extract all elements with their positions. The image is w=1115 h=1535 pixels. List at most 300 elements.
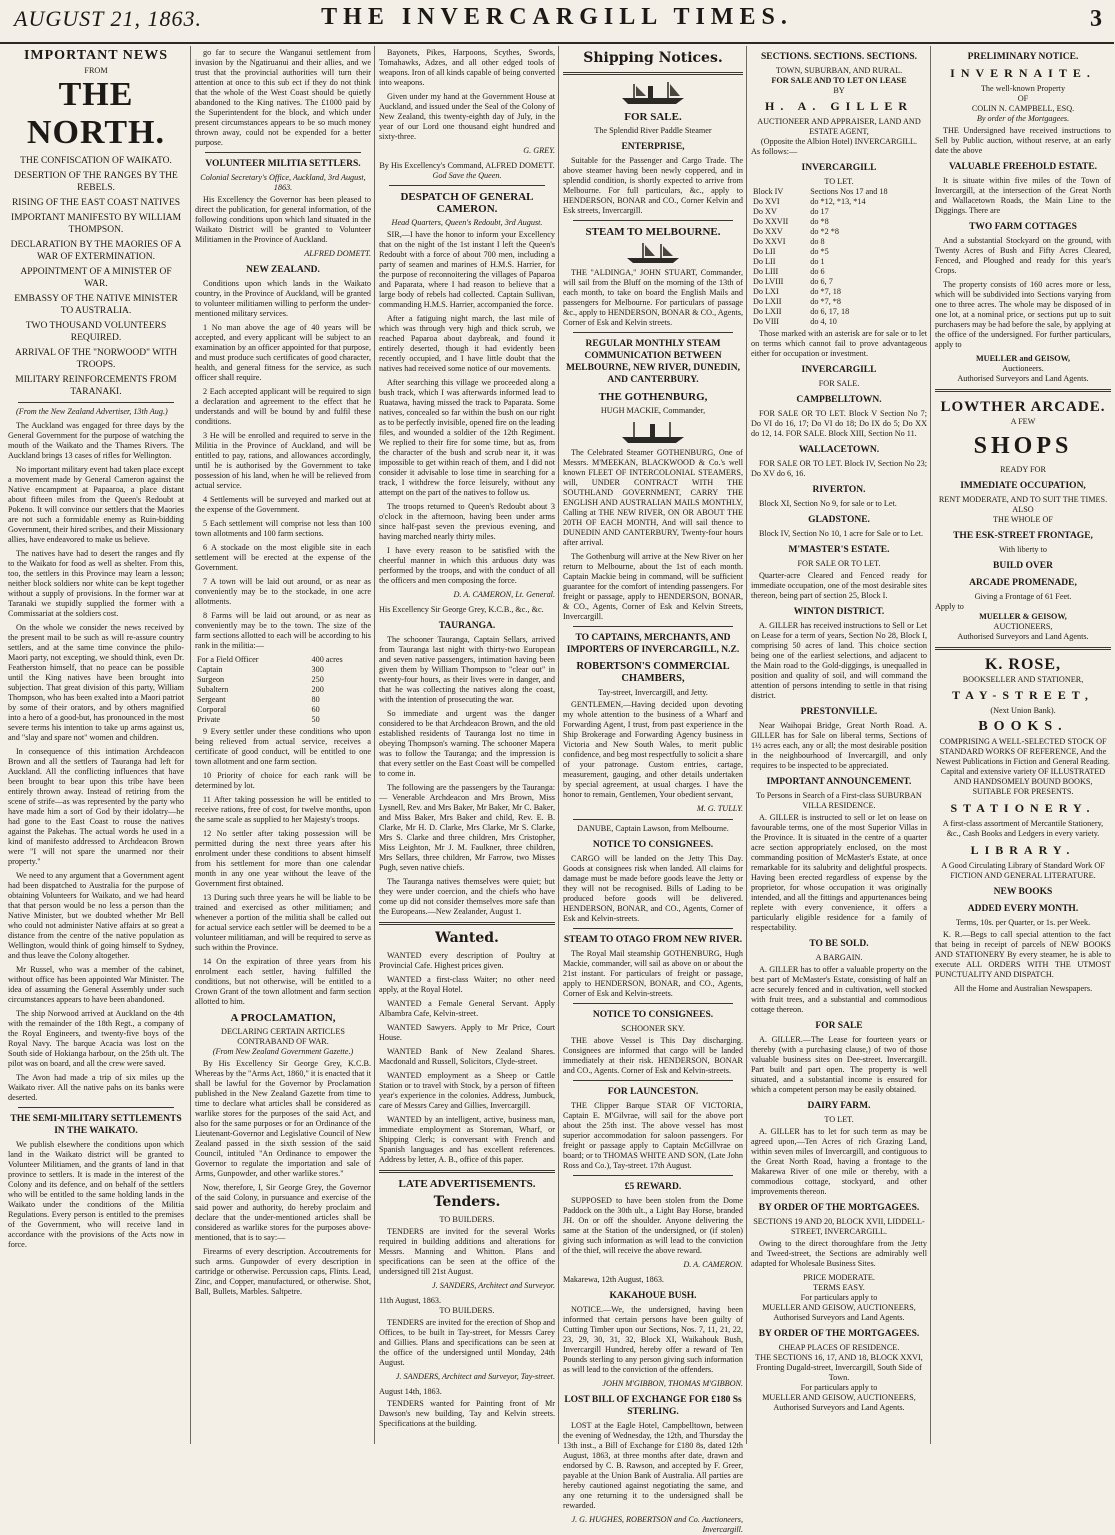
ad-subtitle: The well-known Property: [980, 84, 1066, 93]
ad-title: BY ORDER OF THE MORTGAGEES.: [758, 1329, 920, 1339]
paragraph: We need to any argument that a Government agent had been dispatched to Australia for the purpose of obtaining Volunteers for Waikato, and we had heard that that person would be no less a person than the Native Minister, but we doubted whether Mr Bell who could not administer Native affairs at so great a distance from the centre of the native population as Wellington, would think of going himself to Sydney, and thus leave the Colony altogether.: [8, 871, 184, 960]
ad-subtitle: SECTIONS 19 AND 20, BLOCK XVII, LIDDELL-STREET, INVERCARGILL.: [753, 1217, 925, 1236]
paragraph: In consequence of this intimation Archdeacon Brown and all the settlers of Tauranga had left for Auckland. All the conflicting influences that have been brought to bear upon this tribe have been entirely thrown away. Instead of retiring from the scene of strife—as was represented by the party who have made him a sort of God by their idolatry—he had gone to the East Coast to rouse the natives against the Pakehas. The actual words he used in a kind of manifesto addressed to Archdeacon Brown were "I will not spare the unarmed nor their property.": [8, 747, 184, 866]
rank: Corporal: [197, 705, 227, 714]
divider: [935, 389, 1111, 392]
paragraph: The Avon had made a trip of six miles up the Waikato river. All the native pahs on its banks were deserted.: [8, 1073, 184, 1102]
table-row: [195, 685, 371, 695]
table-row: [195, 705, 371, 715]
addressee: His Excellency Sir George Grey, K.C.B., &c., &c.: [379, 605, 544, 614]
source-line: (From New Zealand Government Gazette.): [212, 1047, 354, 1056]
summary-item: MILITARY REINFORCEMENTS FROM TARANAKI.: [15, 375, 177, 397]
town-heading: INVERCARGILL: [801, 163, 877, 173]
from-label: FROM: [84, 66, 108, 75]
block: Block IV: [753, 187, 784, 196]
table-row: [195, 695, 371, 705]
paragraph: After searching this village we proceeded along a bush track, which I was afterwards informed lead to Ruatawa, having missed the track to Paparata. Some natives, concealed so far within the bush on our right as to be perfectly invisible, opened fire on the leading files, and wounded a soldier of the 12th Regiment. We replied to their fire for some time, but as, from the character of the bush and scrub near it, it was impossible to get within reach of them, and I did not consider it advisable to lose time in searching for a track, I withdrew the force leisurely, without any attempt on the part of the natives to follow us.: [379, 378, 555, 497]
tender-ad: TENDERS are invited for the erection of Shop and Offices, to be built in Tay-street, for Messrs Carey and Gillies. Plans and specifications can be seen at the office of the undersigned until Monday, 24th August.: [379, 1318, 555, 1367]
table-row: [195, 655, 371, 665]
signature: J. SANDERS, Architect and Surveyor, Tay-street.: [395, 1372, 555, 1381]
paragraph: After a fatiguing night march, the last mile of which was through very high and thick scrub, we reached Paparoa about daybreak, and found it entirely deserted, though it had evidently been recently occupied, and I have little doubt that the natives had received some notice of our movements.: [379, 314, 555, 373]
ad-title: FOR LAUNCESTON.: [607, 1087, 699, 1097]
ad-text: Suitable for the Passenger and Cargo Trade. The above steamer having been newly coppered, and in splendid condition, is shortly expected to arrive from Melbourne. For full particulars, &c., apply to HENDERSON, BONAR and CO., Corner Kelvin and Esk streets, Invercargill.: [563, 156, 743, 215]
column-shipping: [558, 46, 747, 1534]
paragraph: Quarter-acre Cleared and Fenced ready for immediate occupation, one of the most desirable sites thereon, being part of section 25, Block I.: [751, 571, 927, 600]
ad-subtitle: ADDED EVERY MONTH.: [967, 904, 1079, 914]
lowther-heading: LOWTHER ARCADE.: [940, 399, 1106, 415]
agent-name: MUELLER and GEISOW,: [975, 354, 1071, 363]
page-number: 3: [1090, 6, 1102, 32]
late-ads-heading: LATE ADVERTISEMENTS.: [398, 1178, 536, 1190]
ad-title: FOR SALE: [815, 1021, 863, 1031]
town-heading: PRESTONVILLE.: [800, 707, 878, 717]
summary-item: DECLARATION BY THE MAORIES OF A WAR OF EXTERMINATION.: [10, 240, 182, 262]
rule-item: 13 During such three years he will be liable to be trained and exercised as other militiamen; and whenever a portion of the militia shall be called out for actual service each settler will be deemed to be a volunteer militiaman, and will be required to serve as such within the Province.: [195, 893, 371, 952]
ad-subtitle: TWO FARM COTTAGES: [969, 222, 1077, 232]
ad-title: BY ORDER OF THE MORTGAGEES.: [758, 1203, 920, 1213]
books-heading: BOOKS.: [978, 719, 1068, 734]
section-heading: NEW ZEALAND.: [246, 265, 320, 275]
tender-ad: TENDERS wanted for Painting front of Mr Dawson's new building, Tay and Kelvin streets. Specifications at the building.: [379, 1399, 555, 1428]
paragraph: The schooner Tauranga, Captain Sellars, arrived from Tauranga last night with thirty-two European and seven native passengers, intimation having been given them by William Thompson to "clear out" in twenty-four hours, as their lives were in danger, and that he was collecting the natives along the coast, with the intention of prosecuting the war.: [379, 635, 555, 704]
block: Do XV: [753, 207, 777, 216]
wanted-ad: WANTED a first-class Waiter; no other need apply, at the Royal Hotel.: [379, 975, 555, 994]
table-row: [751, 237, 927, 247]
ad-text: NOTICE.—We, the undersigned, having been informed that certain persons have been guilty of Cutting Timber upon our Sections, Nos. 7, 11, 21, 22, 23, 29, 30, 31, 32, Block XI, Waikahouk Bush, Invercargill Hundred, hereby offer a reward of Ten Pounds sterling to any person giving such information as will lead to the conviction of the offenders.: [563, 1305, 743, 1374]
signature: G. GREY.: [523, 146, 555, 155]
acres: 60: [311, 705, 320, 714]
table-row: [751, 267, 927, 277]
ad-text: A Good Circulating Library of Standard Work OF FICTION AND GENERAL LITERATURE.: [941, 861, 1105, 880]
ad-title: REGULAR MONTHLY STEAM COMMUNICATION BETWEEN MELBOURNE, NEW RIVER, DUNEDIN, AND CANTERBURY.: [565, 339, 740, 385]
divider: [573, 819, 733, 820]
subheading: FOR SALE OR TO LET.: [797, 559, 881, 568]
steamer-icon: [618, 80, 688, 106]
paragraph: Block IV, Section No 10, 1 acre for Sale or to Let.: [759, 529, 924, 538]
divider: [205, 152, 361, 153]
wanted-ad: WANTED Sawyers. Apply to Mr Price, Court House.: [379, 1023, 555, 1042]
god-save-queen: God Save the Queen.: [432, 171, 502, 180]
ad-subtitle: TOWN, SUBURBAN, AND RURAL.: [775, 66, 903, 75]
divider: [563, 72, 743, 75]
town-heading: M'MASTER'S ESTATE.: [788, 545, 890, 555]
divider: [379, 1170, 555, 1173]
rule-item: 11 After taking possession he will be entitled to receive rations, free of cost, for twelve months, upon the same scale as supplied to her Majesty's troops.: [195, 795, 371, 824]
acres: 80: [311, 695, 320, 704]
ad-title: IMPORTANT ANNOUNCEMENT.: [766, 777, 912, 787]
rule-item: 4 Settlements will be surveyed and marked out at the expense of the Government.: [195, 495, 371, 514]
ad-text: LOST at the Eagle Hotel, Campbelltown, between the evening of Wednesday, the 12th, and Thursday the 13th inst., a Bill of Exchange for £180 8s, dated 12th August, 1863, at three months after date, drawn and endorsed by C. B. Rawson, and accepted by F. Greer, payable at the Union Bank of Australia. All parties are hereby cautioned against negotiating the same, and any one returning it to the undersigned shall be rewarded.: [563, 1421, 743, 1510]
dateline: 11th August, 1863.: [379, 1296, 442, 1305]
subheading: FOR SALE.: [818, 379, 860, 388]
block: Do VIII: [753, 317, 779, 326]
table-row: [751, 317, 927, 327]
agent-role: Authorised Surveyors and Land Agents.: [957, 374, 1089, 383]
agent-name: MUELLER AND GEISOW, AUCTIONEERS, Authorised Surveyors and Land Agents.: [762, 1303, 916, 1322]
sections: do 17: [810, 207, 829, 216]
ad-text: With liberty to: [999, 545, 1047, 554]
paragraph: go far to secure the Wanganui settlement from invasion by the Ngatiruanui and their allies, and we trust that the provincial authorities will turn their attention at once to this sub ect if they do not think that the whole of the West Coast should be quietly abandoned to the King natives. The £1000 paid by the Superintendent for the block, and which under present circumstances appears to be so much money thrown away, could not be expended for a better purpose.: [195, 48, 371, 147]
paragraph: A. GILLER has received instructions to Sell or Let on Lease for a term of years, Section No 28, Block I, comprising 50 acres of land. This choice section being one of the earliest selections, and adjacent to the Main road to the Gold-diggings, is unequalled in position and quality of soil, and will command the attention of persons intending to settle in that rising district.: [751, 621, 927, 700]
ad-title: STEAM TO MELBOURNE.: [585, 226, 721, 238]
column-despatch: [374, 46, 559, 1444]
newspaper-title: THE INVERCARGILL TIMES.: [321, 4, 793, 30]
bookseller-role: BOOKSELLER AND STATIONER,: [962, 675, 1084, 684]
rule-item: 7 A town will be laid out around, or as near as conveniently may be to the stockade, in one acre allotments.: [195, 577, 371, 606]
rule-item: 2 Each accepted applicant will be required to sign a declaration and agreement to the effect that he understands and will be bound by and fulfil these conditions.: [195, 387, 371, 426]
acres: 300: [311, 665, 324, 674]
sections: do *12, *13, *14: [810, 197, 866, 206]
price-note: PRICE MODERATE.: [803, 1273, 875, 1282]
ad-title: DANUBE, Captain Lawson, from Melbourne.: [577, 824, 729, 833]
paragraph: A. GILLER is instructed to sell or let on lease on favourable terms, one of the most Superior Villas in the Province. It is situated in the centre of a quarter acre section appropriately enclosed, on the most commanding position of McMaster's Estate, at once remarkable for its salubrity and delightful prospects. Having been erected regardless of expense by the proprietor, for whose occupation it was originally intended, and all the fittings and appurtenances being replete with every convenience, it offers a particularly eligible residence for a family of respectability.: [751, 813, 927, 932]
section-heading: A PROCLAMATION,: [230, 1012, 336, 1024]
ad-title: LOST BILL OF EXCHANGE FOR £180 Ss STERLING.: [564, 1395, 742, 1417]
paragraph: A. GILLER has to offer a valuable property on the best part of McMaster's Estate, consisting of half an acre securely fenced and in cultivation, well stocked with fruit trees, and a substantial and commodious cottage thereon.: [751, 965, 927, 1014]
column-land-sales: [746, 46, 931, 1444]
ad-text: THE WHOLE OF: [993, 515, 1053, 524]
town-heading: WALLACETOWN.: [798, 445, 880, 455]
paragraph: FOR SALE OR TO LET. Block V Section No 7; Do VI do 16, 17; Do VI do 18; Do IX do 5; Do XX do 12, 14. FOR SALE. Block XIII, Section No 11.: [751, 409, 927, 438]
paragraph: A. GILLER has to let for such term as may be agreed upon,—Ten Acres of rich Grazing Land, within seven miles of Invercargill, and contiguous to the Great North Road, having a frontage to the Makarewa River of one mile or thereby, with a commodious cottage, stockyard, and other improvements thereon.: [751, 1127, 927, 1196]
agent-name: MUELLER AND GEISOW, AUCTIONEERS, Authorised Surveyors and Land Agents.: [762, 1393, 916, 1412]
ad-subtitle: THE ESK-STREET FRONTAGE,: [953, 531, 1093, 541]
wanted-ad: WANTED employment as a Sheep or Cattle Station or to travel with Stock, by a person of fifteen year's experience in the colonies. Address, Jumbuck, care of Messrs Carey and Gillies, Invercargill.: [379, 1071, 555, 1110]
paragraph: Owing to the direct thoroughfare from the Jetty and Tweed-street, the Sections are admirably well adapted for Wholesale Business Sites.: [751, 1239, 927, 1268]
sections: do *7, 18: [810, 287, 841, 296]
table-row: [751, 207, 927, 217]
rule-item: 14 On the expiration of three years from his enrolment each settler, having fulfilled the conditions, but not otherwise, will be entitled to a Crown Grant of the town allotment and farm section allotted to him.: [195, 957, 371, 1006]
ad-text: All the Home and Australian Newspapers.: [953, 984, 1093, 993]
subheading: TO LET.: [824, 177, 854, 186]
summary-item: ARRIVAL OF THE "NORWOOD" WITH TROOPS.: [14, 348, 178, 370]
divider: [573, 1003, 733, 1004]
block: Do LXII: [753, 297, 782, 306]
town-heading: GLADSTONE.: [808, 515, 870, 525]
shops-heading: SHOPS: [973, 433, 1073, 459]
table-row: [751, 247, 927, 257]
sections: do *8: [810, 217, 829, 226]
subheading: TO BUILDERS.: [439, 1215, 495, 1224]
rule-item: 5 Each settlement will comprise not less than 100 town allotments and 100 farm sections.: [195, 519, 371, 538]
paragraph: Near Waihopai Bridge, Great North Road. A. GILLER has for Sale on liberal terms, Sections of 1½ acres each, any or all; the most desirable position in the neighbourhood of Invercargill, and only requires to be inspected to be appreciated.: [751, 721, 927, 770]
ad-subtitle: To Persons in Search of a First-class SUBURBAN VILLA RESIDENCE.: [756, 791, 922, 810]
owner-name: COLIN N. CAMPBELL, ESQ.: [971, 104, 1075, 113]
rank: Surgeon: [197, 675, 225, 684]
rule-item: 10 Priority of choice for each rank will be determined by lot.: [195, 771, 371, 790]
table-row: [751, 277, 927, 287]
rank: Sergeant: [197, 695, 226, 704]
acres: 250: [311, 675, 324, 684]
ad-subtitle: IMMEDIATE OCCUPATION,: [960, 481, 1086, 491]
source-line: (From the New Zealand Advertiser, 13th Aug.): [16, 407, 168, 416]
divider: [573, 928, 733, 929]
acres: 50: [311, 715, 320, 724]
vessel-name: ENTERPRISE,: [621, 142, 685, 152]
ad-text: THE Clipper Barque STAR OF VICTORIA, Captain E. M'Gilvrae, will sail for the above port about the 25th inst. The above vessel has most superior accommodation for saloon passengers. For freight or passage apply to Captain McGillvrae on board; or to THOMAS WHITE AND SON, (Late John Ross and Co.), Tay-street. 17th August.: [563, 1101, 743, 1170]
block: Do LVIII: [753, 277, 784, 286]
stationery-heading: STATIONERY.: [950, 801, 1096, 815]
paragraph: The Auckland was engaged for three days by the General Government for the purpose of watching the mouth of the Waikato and the Thames Rivers. The Auckland brings 13 cases of rifles for Wellington.: [8, 421, 184, 460]
table-row: [751, 307, 927, 317]
divider: [935, 647, 1111, 650]
ad-text: K. R.—Begs to call special attention to the fact that being in receipt of parcels of NEW BOOKS AND STATIONERY By every steamer, he is able to execute ALL ORDERS WITH THE UTMOST PUNCTUALITY AND DISPATCH.: [935, 930, 1111, 979]
paragraph: And a substantial Stockyard on the ground, with Twenty Acres of Bush and Fifty Acres Cleared, Fenced, and Ploughed and ready for this year's Crops.: [935, 236, 1111, 275]
ad-subtitle: CHEAP PLACES OF RESIDENCE.: [778, 1343, 900, 1352]
ad-subtitle: FOR SALE AND TO LET ON LEASE: [771, 76, 907, 85]
paragraph: We publish elsewhere the conditions upon which land in the Waikato district will be granted to Volunteer Militiamen, and the grants of land in that province to settlers. It is made in the interest of the Colony and its defence, and on behalf of the settlers who will be entitled to the same holding lands in the Waikato under the conditions of the Militia Regulations. Every person is entitled to the premises of the Government, who will receive land in accordance with the provisions of the Acts now in force.: [8, 1140, 184, 1249]
agent-role: Auctioneers.: [1002, 364, 1044, 373]
subheading: DECLARING CERTAIN ARTICLES CONTRABAND OF WAR.: [221, 1027, 345, 1046]
sections: do *5: [810, 247, 829, 256]
by-order: By order of the Mortgagees.: [976, 114, 1070, 123]
ad-title: SECTIONS. SECTIONS. SECTIONS.: [760, 52, 918, 62]
sections: do 6, 17, 18: [810, 307, 850, 316]
block: Do LXII: [753, 307, 782, 316]
paragraph: Block XI, Section No 9, for sale or to Let.: [759, 499, 897, 508]
ad-subtitle: TO LET.: [824, 1115, 854, 1124]
dateline: Makarewa, 12th August, 1863.: [563, 1275, 664, 1284]
summary-item: TWO THOUSAND VOLUNTEERS REQUIRED.: [25, 321, 167, 343]
kicker: IMPORTANT NEWS: [23, 48, 169, 63]
summary-item: EMBASSY OF THE NATIVE MINISTER TO AUSTRALIA.: [14, 294, 178, 316]
section-heading: TAURANGA.: [438, 621, 496, 631]
sections: do 6: [810, 267, 825, 276]
paragraph: A. GILLER.—The Lease for fourteen years or thereby (with a purchasing clause,) of two of those valuable business sites on Dee-street. Invercargill. Part built and part open. The property is well situated, and a substantial income is ensured for which a competent person may be easily obtained.: [751, 1035, 927, 1094]
paragraph: On the whole we consider the news received by the present mail to be such as will re-assure country settlers, and at the same time convince the philo-Maori party, not excepting, we should think, even Dr. Featherston himself, that no peace can be possible until the King natives have been brought into subjection. That great division of this party, William Thompson, who has been exalted into a Maori patriot by some of their orators, and by others magnified into a hero of a good-but, has pronounced in the most severe terms his intention to take up arms against us, and "slay and spare not" women and children.: [8, 623, 184, 742]
wanted-heading: Wanted.: [435, 930, 499, 946]
headline: THE NORTH.: [27, 76, 165, 151]
block: Do XXVII: [753, 217, 789, 226]
dateline: Colonial Secretary's Office, Auckland, 3rd August, 1863.: [200, 173, 366, 192]
library-heading: LIBRARY.: [970, 843, 1076, 857]
ad-title: STEAM TO OTAGO FROM NEW RIVER.: [563, 935, 743, 945]
signature: D. A. CAMERON, Lt. General.: [453, 590, 555, 599]
divider: [573, 1080, 733, 1081]
rule-item: 1 No man above the age of 40 years will be accepted, and every applicant will be subject to an examination by an officer appointed for that purpose, and must produce such certificates of good character, health, and general fitness for the service, as such officer shall require.: [195, 323, 371, 382]
ad-text: Giving a Frontage of 61 Feet.: [974, 592, 1072, 601]
auctioneer-name: H. A. GILLER: [764, 99, 914, 113]
paragraph: I have every reason to be satisfied with the cheerful manner in which this arduous duty was performed by the troops, and with the conduct of all the officers and men composing the force.: [379, 546, 555, 585]
summary-item: APPOINTMENT OF A MINISTER OF WAR.: [20, 267, 172, 289]
command-line: By His Excellency's Command, ALFRED DOMETT.: [379, 161, 555, 170]
summary-item: RISING OF THE EAST COAST NATIVES: [11, 198, 181, 208]
agent-role: AUCTIONEERS,: [993, 622, 1053, 631]
sections: do 6, 7: [810, 277, 833, 286]
terms-note: TERMS EASY.: [813, 1283, 865, 1292]
ad-subtitle: NOTICE TO CONSIGNEES.: [592, 1010, 714, 1020]
sections: do *2 *8: [810, 227, 839, 236]
subheading: THE SEMI-MILITARY SETTLEMENTS IN THE WAIKATO.: [10, 1114, 182, 1136]
ad-title: PRELIMINARY NOTICE.: [967, 52, 1079, 62]
ad-text: SUPPOSED to have been stolen from the Dome Paddock on the 30th ult., a Light Bay Horse, branded JH. On or off the shoulder. Anyone delivering the same at the Station of the undersigned, or (if stolen) giving such information as will lead to the conviction of the thief, will receive the above reward.: [563, 1196, 743, 1255]
table-row: [751, 217, 927, 227]
paragraph: It is situate within five miles of the Town of Invercargill, at the intersection of the Great North and Wallacetown Roads, the Main Line to the Diggings. There are: [935, 176, 1111, 215]
rank: For a Field Officer: [197, 655, 259, 664]
of-label: OF: [1017, 94, 1029, 103]
apply-label: Apply to: [935, 602, 964, 611]
terms-note: Terms, 10s. per Quarter, or 1s. per Week.: [955, 918, 1091, 927]
ad-text: READY FOR: [1000, 465, 1046, 474]
bookseller-name: K. ROSE,: [984, 656, 1061, 673]
summary-item: IMPORTANT MANIFESTO BY WILLIAM THOMPSON.: [10, 213, 182, 235]
ad-title: TO BE SOLD.: [809, 939, 869, 949]
paragraph: Given under my hand at the Government House at Auckland, and issued under the Seal of the Colony of New Zealand, this twenty-eighth day of July, in the year of our Lord one thousand eight hundred and sixty-three.: [379, 92, 555, 141]
apply-label: For particulars apply to: [800, 1383, 878, 1392]
paragraph: FOR SALE OR TO LET. Block IV, Section No 23; Do XV do 6, 16.: [751, 459, 927, 478]
ad-text: GENTLEMEN,—Having decided upon devoting my whole attention to the business of a Wharf and Forwarding Agent, I trust, from past experience in the Ship Brokerage and Forwarding Agency business in Victoria and New South Wales, to merit public confidence, and beg most respectfully to solicit a share of your patronage. Custom entries, cartage, measurement, gauging, and other details undertaken by special agreement, at usual charges. I have the honor to remain, Gentlemen, Your obedient servant,: [563, 700, 743, 799]
ad-text: ALSO: [1012, 505, 1034, 514]
agent-name: MUELLER & GEISOW,: [979, 612, 1067, 621]
tender-ad: TENDERS are invited for the several Works required in building additions and alterations for Messrs. Manning and Whitton. Plans and specifications can be seen at the office of the undersigned till 21st August.: [379, 1227, 555, 1276]
rank: Subaltern: [197, 685, 229, 694]
block: Do LII: [753, 257, 776, 266]
table-row: [751, 297, 927, 307]
wanted-ad: WANTED a Female General Servant. Apply Albambra Cafe, Kelvin-street.: [379, 999, 555, 1018]
as-follows: As follows:—: [751, 147, 798, 156]
agent-role: Authorised Surveyors and Land Agents.: [957, 632, 1089, 641]
paragraph: Bayonets, Pikes, Harpoons, Scythes, Swords, Tomahawks, Adzes, and all other edged tools of weapons. Iron of all kinds capable of being converted into weapons.: [379, 48, 555, 87]
tenders-heading: Tenders.: [433, 1194, 501, 1210]
ad-title: SCHOONER SKY.: [621, 1024, 685, 1033]
section-heading: VOLUNTEER MILITIA SETTLERS.: [205, 159, 361, 169]
divider: [573, 1175, 733, 1176]
signature: M. G. TULLY.: [696, 804, 743, 813]
block: Do LII: [753, 247, 776, 256]
divider: [389, 185, 545, 186]
ad-title: FOR SALE.: [624, 111, 682, 123]
block: Do XXVI: [753, 237, 786, 246]
block: Do XXV: [753, 227, 783, 236]
rule-item: 6 A stockade on the most eligible site in each settlement will be erected at the expense of the Government.: [195, 543, 371, 572]
column-news-north: [8, 46, 188, 1444]
signature: D. A. CAMERON.: [683, 1260, 743, 1269]
rank: Captain: [197, 665, 223, 674]
ad-subtitle: THE SECTIONS 16, 17, AND 18, BLOCK XXVI, Fronting Dugald-street, Invercargill, South Side of Town.: [755, 1353, 923, 1382]
town-heading: RIVERTON.: [812, 485, 866, 495]
table-row: [751, 257, 927, 267]
paragraph: THE Undersigned have received instructions to Sell by Public auction, without reserve, at an early date the above: [935, 126, 1111, 155]
sections: Sections Nos 17 and 18: [810, 187, 888, 196]
paragraph: SIR,—I have the honor to inform your Excellency that on the night of the 1st instant I left the Queen's Redoubt with a force of about 700 men, including a party of seamen and marines of H.M.S. Harrier, for the purpose of reconnoitering the villages of Paparoa and Paparata, where I had reason to believe that a large body of rebels had collected. Captain Sullivan, commanding H.M.S. Harrier, accompanied the force.: [379, 230, 555, 309]
ad-text: RENT MODERATE, AND TO SUIT THE TIMES.: [938, 495, 1108, 504]
paragraph: The troops returned to Queen's Redoubt about 3 o'clock in the afternoon, having been under arms since half-past seven the previous evening, and having marched nearly thirty miles.: [379, 502, 555, 541]
vessel-name: THE GOTHENBURG,: [598, 391, 708, 403]
address: Tay-street, Invercargill, and Jetty.: [598, 688, 708, 697]
ad-subtitle: VALUABLE FREEHOLD ESTATE.: [948, 162, 1098, 172]
masthead: [0, 0, 1114, 44]
ad-subtitle: A BARGAIN.: [815, 953, 863, 962]
paragraph: Firearms of every description. Accoutrements for such arms. Gunpowder of every description in cartridge or otherwise. Percussion caps, Flints. Lead, Zinc, and Copper, manufactured, or otherwise. Shot, Ball, Bullets, Marbles. Saltpetre.: [195, 1247, 371, 1296]
town-heading: WINTON DISTRICT.: [793, 607, 885, 617]
paragraph: By His Excellency Sir George Grey, K.C.B. Whereas by the "Arms Act, 1860," it is enacted that it shall be lawful for the Governor by Proclamation published in the New Zealand Gazette from time to time to declare what articles shall be considered as warlike stores for the purposes of the said Act, and also for the same purposes or for an Ordinance of the Lieutenant-Governor and Legislative Council of New Zealand passed in the sixth session of the said Council, intituled "An Ordinance to empower the Governor to regulate the importation and sale of Arms, Gunpowder, and other warlike stores.": [195, 1059, 371, 1178]
ad-title: £5 REWARD.: [624, 1182, 682, 1192]
section-heading: DESPATCH OF GENERAL CAMERON.: [400, 191, 534, 215]
paragraph: The natives have had to desert the ranges and fly to the Waikato for food as well as shelter. From this, too, the settlers in this Province may learn a lesson; neither block soldiers nor white can be kept together without a supply of provisions. In the former war at Taranaki we stupidly supplied the former with a Commissariat at the soldiers cost.: [8, 549, 184, 618]
ad-text: The Celebrated Steamer GOTHENBURG, One of Messrs. M'MEEKAN, BLACKWOOD & Co.'s well known FLEET OF INTERCOLONIAL STEAMERS, will, UNDER CONTRACT WITH THE SOUTHLAND GOVERNMENT, CARRY THE ENGLISH AND AUSTRALIAN MAILS MONTHLY, Calling at THE NEW RIVER, ON OR ABOUT THE 20TH OF EACH MONTH, And will sail thence to DUNEDIN AND CANTERBURY, Twenty-four hours after arrival.: [563, 448, 743, 547]
shipping-heading: Shipping Notices.: [583, 50, 723, 66]
paragraph: The ship Norwood arrived at Auckland on the 4th with the remainder of the 18th Regt., a company of the Royal Engineers, and twenty-five boys of the Royal Navy. The barque Acacia was lost on the South side of Hokianga harbour, on the 25th ult. The pilot was on board, and all the crew were saved.: [8, 1009, 184, 1068]
paragraph: The property consists of 160 acres more or less, which will be subdivided into Sections varying from one to three acres. The whole may be disposed of in one lot, at a nominal price, or sections put up to suit purchasers may be had before the sale, by applying at the office of the undersigned. For further particulars, apply to: [935, 280, 1111, 349]
ad-title: DAIRY FARM.: [807, 1101, 871, 1111]
by-label: BY: [833, 86, 845, 95]
signature: JOHN M'GIBBON, THOMAS M'GIBBON.: [602, 1379, 743, 1388]
column-arcade-books: [930, 46, 1115, 1444]
table-row: [195, 665, 371, 675]
divider: [379, 922, 555, 925]
sections: do *7, *8: [810, 297, 841, 306]
signature: J. G. HUGHES, ROBERTSON and Co. Auctioneers, Invercargill.: [571, 1515, 743, 1534]
ad-subtitle: The Splendid River Paddle Steamer: [594, 126, 712, 135]
auctioneer-role: AUCTIONEER AND APPRAISER, LAND AND ESTATE AGENT,: [757, 117, 921, 136]
apply-label: For particulars apply to: [800, 1293, 878, 1302]
divider: [573, 220, 733, 221]
ad-text: THE above Vessel is This Day discharging. Consignees are informed that cargo will be landed immediately at their risk. HENDERSON, BONAR and CO., Agents. Corner of Esk and Kelvin-streets.: [563, 1036, 743, 1075]
divider: [18, 1107, 174, 1108]
rule-item: 8 Farms will be laid out around, or as near as conveniently may be to the town. The size of the farm sections allotted to each will be according to his rank in the militia:—: [195, 611, 371, 650]
ad-text: COMPRISING A WELL-SELECTED STOCK OF STANDARD WORKS OF REFERENCE, And the Newest Publications in Fiction and General Reading. Capital and extensive variety OF ILLUSTRATED AND HANDSOMELY BOUND BOOKS, SUITABLE FOR PRESENTS.: [936, 737, 1110, 796]
ad-subtitle: NEW BOOKS: [993, 887, 1053, 897]
rule-item: 12 No settler after taking possession will be permitted during the next three years after his enrolment under these conditions to absent himself from his settlement for more than one calendar month in any one year without the leave of the Government first obtained.: [195, 829, 371, 888]
paragraph: The following are the passengers by the Tauranga:— Venerable Archdeacon and Mrs Brown, Miss Lysnell, Rev. and Mrs Baker, Mr Baker, Mr C. Baker, and Miss Baker, Mrs Baker and child, Rev. E. B. Clarke, Mr H. D. Clarke, Mrs Clarke, Mr S. Clarke, Mrs S. Clarke and three children, Mrs Cristopher, Miss Leighton, Mr J. M. Faulkner, three children, Mrs Sellars, three children, Mr Farrow, two Misses Pugh, seven native chiefs.: [379, 783, 555, 872]
issue-date: AUGUST 21, 1863.: [14, 6, 202, 31]
ad-title: TO CAPTAINS, MERCHANTS, AND IMPORTERS OF INVERCARGILL, N.Z.: [566, 633, 740, 655]
town-heading: INVERCARGILL: [801, 365, 877, 375]
paragraph: The Tauranga natives themselves were quiet; but they were under coercion, and the chiefs who have come up did not consider themselves more safe than the Europeans.—New Zealander, August 1.: [379, 877, 555, 916]
rank: Private: [197, 715, 221, 724]
rule-item: 9 Every settler under these conditions who upon being relieved from actual service, receives a certificate of good conduct, will be entitled to one town allotment and one farm section.: [195, 727, 371, 766]
summary-item: DESERTION OF THE RANGES BY THE REBELS.: [14, 171, 178, 193]
estate-name: INVERNAITE.: [950, 66, 1096, 80]
summary-item: THE CONFISCATION OF WAIKATO.: [20, 156, 172, 166]
address: (Opposite the Albion Hotel) INVERCARGILL.: [760, 137, 918, 146]
ad-text: A FEW: [1010, 417, 1036, 426]
street: TAY-STREET,: [952, 688, 1094, 702]
sections: do 8: [810, 237, 825, 246]
steamer-icon: [618, 419, 688, 445]
ad-subtitle: NOTICE TO CONSIGNEES.: [592, 840, 714, 850]
table-row: [195, 715, 371, 725]
dateline: Head Quarters, Queen's Redoubt, 3rd August.: [391, 218, 543, 227]
newspaper-columns: [8, 46, 1111, 1534]
ad-title: KAKAHOUE BUSH.: [609, 1291, 697, 1301]
ad-subtitle: ROBERTSON'S COMMERCIAL CHAMBERS,: [576, 661, 730, 684]
dateline: August 14th, 1863.: [379, 1387, 442, 1396]
column-militia: [190, 46, 375, 1444]
paragraph: Mr Russel, who was a member of the cabinet, without office has been appointed War Minister. The idea of assuming the General Assembly under such circumstances appears to have been abandoned.: [8, 965, 184, 1004]
address: (Next Union Bank).: [990, 706, 1056, 715]
ad-text: The Gothenburg will arrive at the New River on her return to Melbourne, about the 1st of each month. Captain Mackie being in command, will be sufficient guarantee for the comfort of intending passengers. For freight or passage, apply to HENDERSON, BONAR, & CO., Agents, Corner of Esk and Kelvin Streets, Invercargill.: [563, 552, 743, 621]
ad-text: The Royal Mail steamship GOTHENBURG, Hugh Mackie, commander, will sail as above on or about the 21st instant. For particulars of freight or passage, apply to HENDERSON, BONAR, and CO., Agents, Corner of Esk and Kelvin-streets.: [563, 949, 743, 998]
paragraph: Those marked with an asterisk are for sale or to let on terms which cannot fail to prove advantageous either for occupation or investment.: [751, 329, 927, 358]
signature: J. SANDERS, Architect and Surveyor.: [431, 1281, 555, 1290]
paragraph: So immediate and urgent was the danger considered to be that Archdeacon Brown, and the old established residents of Tauranga lost no time in obeying Thompson's warning. The schooner Mapera was to follow the Tauranga; and the impression is that every settler on the East Coast will be compelled to come in.: [379, 709, 555, 778]
commander: HUGH MACKIE, Commander,: [600, 406, 706, 415]
ad-text: A first-class assortment of Mercantile Stationery, &c., Cash Books and Ledgers in every variety.: [942, 819, 1104, 838]
wanted-ad: WANTED Bank of New Zealand Shares. Macdonald and Russell, Solicitors, Clyde-street.: [379, 1047, 555, 1066]
paragraph: His Excellency the Governor has been pleased to direct the publication, for general information, of the following conditions upon which land situated in the Waikato District will be granted to Volunteer Militiamen in the Province of Auckland.: [195, 195, 371, 244]
wanted-ad: WANTED by an intelligent, active, business man, immediate employment as Storeman, Wharf, or Shipping Clerk; is conversant with French and Spanish languages and has excellent references. Address by letter, A. B., office of this paper.: [379, 1115, 555, 1164]
paragraph: No important military event had taken place except a movement made by General Cameron against the Native encampment at Papaaroa, a place distant about fifteen miles from the Queen's Redoubt at Pokeno. It will convince our settlers that the Maories are not such a formidable enemy as Ruin-bidding Government, their hired scribes, and their Missionary allies, have endeavored to make us believe.: [8, 465, 185, 544]
rule-item: 3 He will be enrolled and required to serve in the Militia in the Province of Auckland, and will be entitled to pay, rations, and allowances accordingly, until he is authorised by the Government to take possession of his land, when he will be relieved from actual service.: [195, 431, 371, 490]
sections: do 4, 10: [810, 317, 837, 326]
paragraph: Now, therefore, I, Sir George Grey, the Governor of the said Colony, in pursuance and exercise of the said power and authority, do hereby proclaim and declare that the under-mentioned articles shall be considered as warlike stores for the purposes above-mentioned, that is to say:—: [195, 1183, 371, 1242]
table-row: [751, 187, 927, 197]
block: Do LIII: [753, 267, 779, 276]
paragraph: Conditions upon which lands in the Waikato country, in the Province of Auckland, will be granted to volunteer militiamen willing to perform the under-mentioned military services.: [195, 279, 371, 318]
town-heading: CAMPBELLTOWN.: [796, 395, 882, 405]
acres: 200: [311, 685, 324, 694]
